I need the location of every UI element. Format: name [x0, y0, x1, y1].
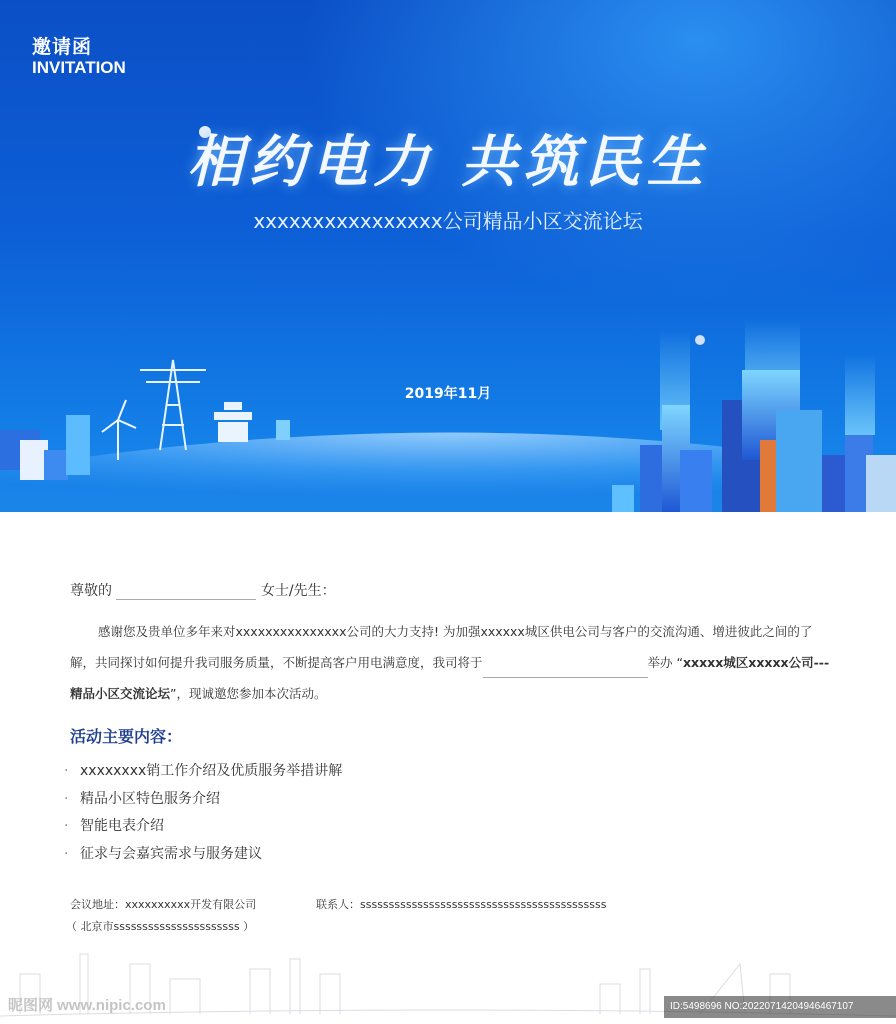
contact-person: 联系人：sssssssssssssssssssssssssssssssssssssssssss — [316, 898, 607, 911]
list-item — [64, 843, 342, 871]
forum-name: xxxxx城区xxxxx公司---精品小区交流论坛 — [70, 655, 830, 701]
meeting-address: 会议地址：xxxxxxxxxx开发有限公司 — [70, 898, 257, 911]
paragraph-text-1: 感谢您及贵单位多年来对xxxxxxxxxxxxxxx公司的大力支持! 为加强xxxxxx城区供电公司与客户的交流沟通、增进彼此之间的了解，共同探讨如何提升我司服务质量，不断提高客户用电满意度，我司将于 — [70, 624, 813, 670]
headline: 相约电力 共筑民生 — [187, 129, 709, 195]
bullet: · — [64, 763, 69, 779]
agenda-item-text: 精品小区特色服务介绍 — [80, 790, 220, 807]
list-item — [64, 788, 342, 816]
invitation-paragraph — [70, 616, 830, 709]
agenda-list — [64, 760, 342, 870]
agenda-item-text: xxxxxxxx销工作介绍及优质服务举措讲解 — [80, 763, 343, 779]
agenda-item-text: 智能电表介绍 — [80, 818, 164, 834]
list-item — [64, 815, 342, 843]
greeting — [70, 580, 830, 600]
greeting-suffix: 女士/先生： — [260, 583, 336, 599]
agenda-item-text: 征求与会嘉宾需求与服务建议 — [80, 845, 262, 862]
agenda-title: 活动主要内容： — [70, 727, 183, 746]
paragraph-text-3: ”，现诚邀您参加本次活动。 — [170, 686, 327, 701]
bullet: · — [64, 790, 69, 807]
meeting-address-line2: （ 北京市ssssssssssssssssssssss ） — [66, 920, 255, 933]
watermark-site: 昵图网 www.nipic.com — [8, 997, 166, 1014]
forum-subtitle: xxxxxxxxxxxxxxxx公司精品小区交流论坛 — [253, 209, 643, 233]
invitation-label-cn: 邀请函 — [32, 36, 93, 58]
greeting-prefix: 尊敬的 — [70, 583, 112, 599]
paragraph-text-2: 举办 “ — [647, 655, 683, 670]
event-date: 2019年11月 — [404, 386, 492, 402]
invitation-label-en: INVITATION — [32, 58, 126, 77]
name-blank-line — [116, 583, 256, 600]
watermark-id: ID:5498696 NO:20220714204946467107 — [664, 996, 896, 1018]
bullet: · — [64, 818, 69, 834]
date-blank-line — [483, 661, 648, 678]
bullet: · — [64, 845, 69, 862]
list-item — [64, 760, 342, 788]
